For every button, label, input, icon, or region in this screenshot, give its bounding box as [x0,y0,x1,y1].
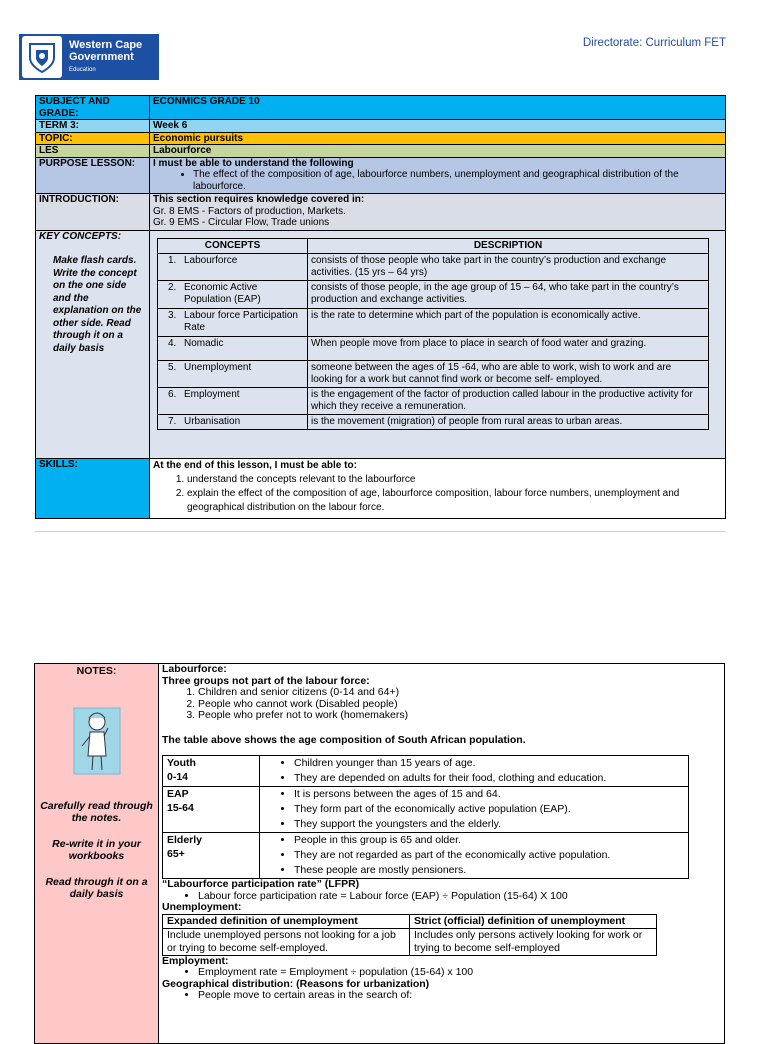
subject-label: SUBJECT AND GRADE: [36,96,150,120]
concept-desc: someone between the ages of 15 -64, who are able to work, wish to work and are looking for a work but cannot find work or become self- employed. [308,360,709,387]
concept-num: 7. [168,415,177,427]
expanded-definition: Include unemployed persons not looking for a job or trying to become self-employed. [163,928,410,955]
subject-value: ECONMICS GRADE 10 [150,96,726,120]
concept-num: 4. [168,337,177,349]
key-cell-left [36,230,150,458]
purpose-cell [150,157,726,194]
key-cell-right [150,230,726,458]
lfpr-formula: • Labour force participation rate = Labour force (EAP) ÷ Population (15-64) X 100 [198,891,722,903]
logo-line3: Education [69,67,96,74]
age-group-name: Elderly [167,834,203,846]
skill-item: 2. explain the effect of the composition of age, labourforce composition, labour force numbers, unemployment and geographical distribution on the labour force. [187,487,722,515]
term-value: Week 6 [150,120,726,133]
skill-item: 1. understand the concepts relevant to the labourforce [187,473,722,487]
age-row [163,787,689,833]
age-group-range: 65+ [167,848,185,860]
age-bullet: • People in this group is 65 and older. [294,833,684,848]
age-group-name: Youth [167,757,196,769]
concept-num: 1. [168,254,177,266]
concept-num: 2. [168,281,177,293]
directorate-label: Directorate: Curriculum FET [582,37,726,49]
concept-row [158,360,709,387]
page-divider [35,531,726,532]
three-groups-heading: Three groups not part of the labour force: [162,674,370,687]
row-key-concepts [36,230,726,458]
age-bullet: • They form part of the economically active population (EAP). [294,802,684,817]
notes-table [34,663,725,1044]
logo-line1: Western Cape [69,39,143,52]
group-item: 3. People who prefer not to work (homemakers) [198,710,722,722]
concept-name: Nomadic [184,337,224,349]
employment-formula: • Employment rate = Employment ÷ population (15-64) x 100 [198,967,722,979]
age-bullet: • Children younger than 15 years of age. [294,756,684,771]
intro-cell [150,194,726,231]
coat-of-arms-icon [22,36,62,78]
intro-line1: Gr. 8 EMS - Factors of production, Markets. [153,205,346,217]
age-bullet: • They are depended on adults for their food, clothing and education. [294,771,684,786]
row-les [36,145,726,158]
concepts-header: CONCEPTS [158,238,308,253]
concept-num: 3. [168,309,177,321]
concepts-table [157,238,709,430]
age-bullet: • These people are mostly pensioners. [294,863,684,878]
les-value: Labourforce [150,145,726,158]
concept-desc: is the engagement of the factor of production called labour in the productive activity for which they receive a remuneration. [308,387,709,414]
age-bullet: • It is persons between the ages of 15 and 64. [294,787,684,802]
intro-label: INTRODUCTION: [36,194,150,231]
strict-definition: Includes only persons actively looking for work or trying to become self-employed [410,928,657,955]
notes-sidebar [35,664,159,1044]
reading-woman-icon [72,706,122,776]
notes-body [159,664,725,1044]
geo-heading: Geographical distribution: (Reasons for urbanization) [162,977,430,990]
age-group-name: EAP [167,788,189,800]
notes-hint-read: Carefully read through the notes. [40,799,153,824]
intro-line2: Gr. 9 EMS - Circular Flow, Trade unions [153,217,330,228]
key-hint: Make flash cards. Write the concept on the one side and the explanation on the other side. Read through it on a daily basis [53,255,142,354]
age-row [163,756,689,787]
unemployment-table [162,914,657,956]
age-group-range: 15-64 [167,802,194,814]
les-label: LES [36,145,150,158]
notes-hint-rewrite: Re-write it in your workbooks [52,837,141,862]
purpose-lead: I must be able to understand the following [153,157,354,169]
age-bullet: • They support the youngsters and the elderly. [294,817,684,832]
row-skills [36,458,726,518]
concept-name: Labourforce [184,254,238,266]
group-item: 1. Children and senior citizens (0-14 and 64+) [198,687,722,699]
notes-label: NOTES: [76,665,117,677]
group-item: 2. People who cannot work (Disabled people) [198,699,722,711]
row-term [36,120,726,133]
skills-label: SKILLS: [36,458,150,518]
concept-desc: is the rate to determine which part of the population is economically active. [308,308,709,336]
topic-value: Economic pursuits [150,132,726,145]
expanded-definition-header: Expanded definition of unemployment [163,914,410,928]
age-composition-table [162,755,689,879]
age-group-range: 0-14 [167,771,189,783]
concept-row [158,387,709,414]
concept-name: Labour force Participation Rate [184,309,298,333]
topic-label: TOPIC: [36,132,150,145]
notes-hint-daily: Read through it on a daily basis [45,875,148,900]
concept-name: Economic Active Population (EAP) [184,281,261,305]
concept-desc: consists of those people, in the age group of 15 – 64, who take part in the country’s production and exchange activities. [308,280,709,308]
unemployment-heading: Unemployment: [162,901,242,913]
lesson-plan-table [35,95,726,519]
concept-row [158,280,709,308]
row-subject [36,96,726,120]
skills-cell [150,458,726,518]
row-purpose [36,157,726,194]
concept-desc: When people move from place to place in search of food water and grazing. [308,336,709,360]
employment-heading: Employment: [162,954,229,967]
row-introduction [36,194,726,231]
concept-name: Unemployment [184,361,252,373]
key-label: KEY CONCEPTS: [39,230,122,242]
concept-desc: consists of those people who take part in the country’s production and exchange activities. (15 yrs – 64 yrs) [308,253,709,280]
wcg-logo [19,34,159,80]
concept-desc: is the movement (migration) of people from rural areas to urban areas. [308,414,709,429]
skills-lead: At the end of this lesson, I must be able to: [153,459,357,471]
age-row [163,833,689,879]
logo-line2: Government [69,50,134,63]
concept-row [158,414,709,429]
concept-row [158,336,709,360]
concept-name: Urbanisation [184,415,241,427]
description-header: DESCRIPTION [308,238,709,253]
concept-name: Employment [184,388,240,400]
notes-title: Labourforce: [162,663,227,675]
intro-lead: This section requires knowledge covered in: [153,194,365,205]
concept-num: 5. [168,361,177,373]
term-label: TERM 3: [36,120,150,133]
strict-definition-header: Strict (official) definition of unemployment [410,914,657,928]
purpose-label: PURPOSE LESSON: [36,157,150,194]
concept-num: 6. [168,388,177,400]
concept-row [158,253,709,280]
lfpr-heading: “Labourforce participation rate” (LFPR) [162,878,360,890]
age-bullet: • They are not regarded as part of the economically active population. [294,848,684,863]
age-intro: The table above shows the age composition of South African population. [162,733,526,746]
row-topic [36,132,726,145]
concept-row [158,308,709,336]
purpose-bullet: • The effect of the composition of age, labourforce numbers, unemployment and geographical distribution of the labourforce. [193,169,722,192]
geo-bullet: • People move to certain areas in the search of: [198,990,722,1002]
